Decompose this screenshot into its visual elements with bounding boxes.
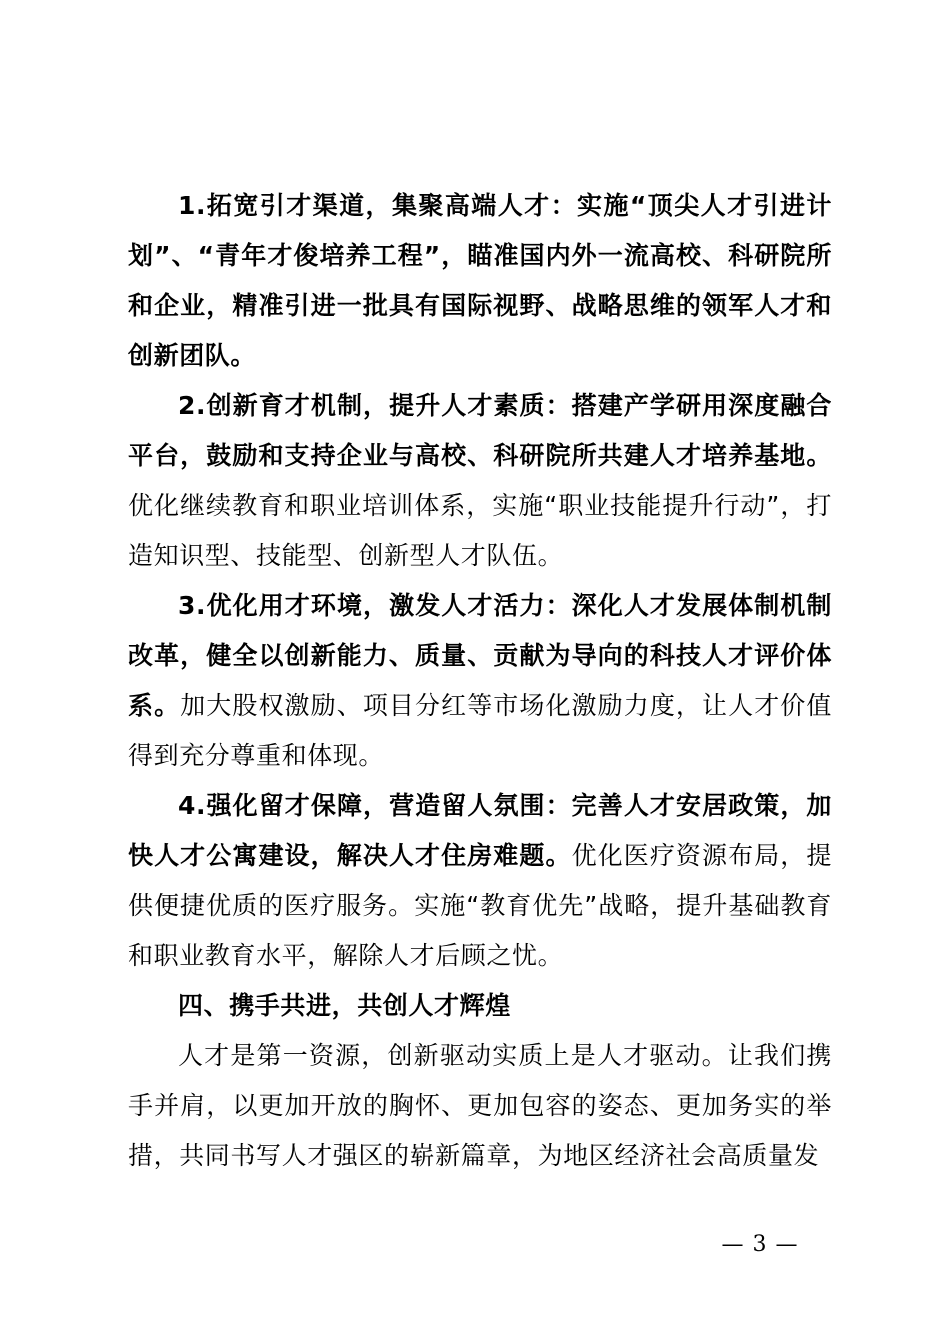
paragraph-2 — [128, 381, 832, 581]
paragraph-4-text: 优化医疗资源布局，提供便捷优质的医疗服务。实施“教育优先”战略，提升基础教育和职业教育水平，解除人才后顾之忧。 — [128, 841, 832, 970]
section-heading: 四、携手共进，共创人才辉煌 — [178, 991, 511, 1020]
document-body — [128, 181, 832, 1181]
paragraph-2-bold: 2.创新育才机制，提升人才素质：搭建产学研用深度融合平台，鼓励和支持企业与高校、科研院所共建人才培养基地。 — [128, 391, 832, 470]
paragraph-3 — [128, 581, 832, 781]
closing-paragraph: 人才是第一资源，创新驱动实质上是人才驱动。让我们携手并肩，以更加开放的胸怀、更加包容的姿态、更加务实的举措，共同书写人才强区的崭新篇章，为地区经济社会高质量发 — [128, 1041, 832, 1170]
paragraph-1 — [128, 181, 832, 381]
page-number: — 3 — — [721, 1232, 799, 1257]
paragraph-3-text: 加大股权激励、项目分红等市场化激励力度，让人才价值得到充分尊重和体现。 — [128, 691, 832, 770]
paragraph-4 — [128, 781, 832, 981]
paragraph-4-bold: 4.强化留才保障，营造留人氛围：完善人才安居政策，加快人才公寓建设，解决人才住房难题。 — [128, 791, 832, 870]
paragraph-2-text: 优化继续教育和职业培训体系，实施“职业技能提升行动”，打造知识型、技能型、创新型人才队伍。 — [128, 491, 832, 570]
paragraph-1-bold: 1.拓宽引才渠道，集聚高端人才：实施“顶尖人才引进计划”、“青年才俊培养工程”，瞄准国内外一流高校、科研院所和企业，精准引进一批具有国际视野、战略思维的领军人才和创新团队。 — [128, 191, 832, 370]
paragraph-3-bold: 3.优化用才环境，激发人才活力：深化人才发展体制机制改革，健全以创新能力、质量、贡献为导向的科技人才评价体系。 — [128, 591, 832, 720]
